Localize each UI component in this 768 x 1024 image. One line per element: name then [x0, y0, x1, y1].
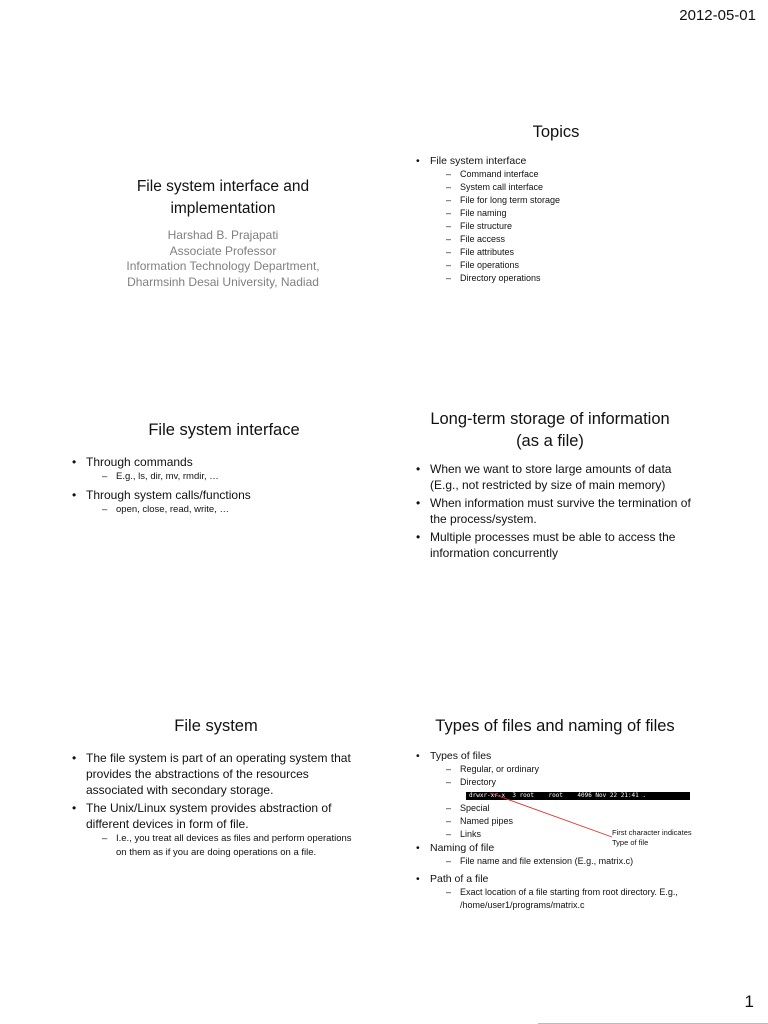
- author-name: Harshad B. Prajapati: [167, 228, 279, 242]
- directory-listing-snippet: drwxr-xr-x 3 root root 4096 Nov 22 21:41 .: [466, 792, 690, 800]
- list-item: – Links: [446, 828, 710, 841]
- annotation-line: [490, 793, 612, 837]
- list-item: – Special: [446, 802, 710, 815]
- slide-title: Topics: [532, 123, 580, 141]
- presentation-title: File system interface and implementation: [136, 178, 310, 217]
- list-item: • When information must survive the termination of the process/system.: [416, 495, 700, 527]
- print-date: 2012-05-01: [679, 7, 756, 24]
- slide-title: Long-term storage of information (as a file): [430, 410, 670, 450]
- page-number: 1: [744, 992, 754, 1011]
- list-item: – Directorydrwxr-xr-x 3 root root 4096 Nov 22 21:41 .: [446, 776, 710, 802]
- list-item: – File access: [446, 233, 712, 246]
- author-position: Associate Professor: [169, 243, 277, 258]
- list-item: – Exact location of a file starting from root directory. E.g., /home/user1/programs/matrix.c: [446, 886, 710, 912]
- list-item: • Multiple processes must be able to access the information concurrently: [416, 529, 700, 561]
- list-item: • Through system calls/functions – open, close, read, write, …: [72, 487, 380, 517]
- list-item: – Named pipes: [446, 815, 710, 828]
- list-item: – E.g., ls, dir, mv, rmdir, …: [102, 470, 380, 484]
- list-item: – Regular, or ordinary: [446, 763, 710, 776]
- list-item: • The Unix/Linux system provides abstraction of different devices in form of file. – I.e., you treat all devices as files and perform operations on them as if you are doing operations on a file.: [72, 800, 364, 860]
- list-item: • The file system is part of an operating system that provides the abstractions of the resources associated with secondary storage.: [72, 750, 364, 798]
- list-item: • When we want to store large amounts of data (E.g., not restricted by size of main memory): [416, 461, 700, 493]
- author-department: Information Technology Department,: [126, 259, 320, 273]
- list-item: – Command interface: [446, 168, 712, 181]
- list-item: – File naming: [446, 207, 712, 220]
- slide-title: File system: [174, 717, 258, 735]
- list-item: • Path of a file – Exact location of a file starting from root directory. E.g., /home/user1/programs/matrix.c: [416, 872, 710, 912]
- list-item: • Types of files – Regular, or ordinary – Directorydrwxr-xr-x 3 root root 4096 Nov 22 21:41 . – Special – Named pipes – Links: [416, 749, 710, 841]
- list-item: • Naming of file – File name and file extension (E.g., matrix.c): [416, 841, 710, 868]
- author-university: Dharmsinh Desai University, Nadiad: [127, 274, 319, 289]
- list-item: – open, close, read, write, …: [102, 503, 380, 517]
- list-item: – I.e., you treat all devices as files and perform operations on them as if you are doing operations on a file.: [102, 832, 364, 860]
- list-item: – Directory operations: [446, 272, 712, 285]
- list-item: – File for long term storage: [446, 194, 712, 207]
- list-item: • Through commands – E.g., ls, dir, mv, rmdir, …: [72, 454, 380, 484]
- file-type-annotation: First character indicates Type of file: [612, 828, 692, 847]
- list-item: – File name and file extension (E.g., matrix.c): [446, 855, 710, 868]
- list-item: – File operations: [446, 259, 712, 272]
- list-item: • File system interface – Command interface – System call interface – File for long term storage – File naming – File structure – File access – File attributes – File operations – Directory operations: [416, 154, 712, 285]
- list-item: – File structure: [446, 220, 712, 233]
- slide-title: Types of files and naming of files: [435, 717, 675, 735]
- slide-title: File system interface: [148, 421, 300, 439]
- list-item: – System call interface: [446, 181, 712, 194]
- list-item: – File attributes: [446, 246, 712, 259]
